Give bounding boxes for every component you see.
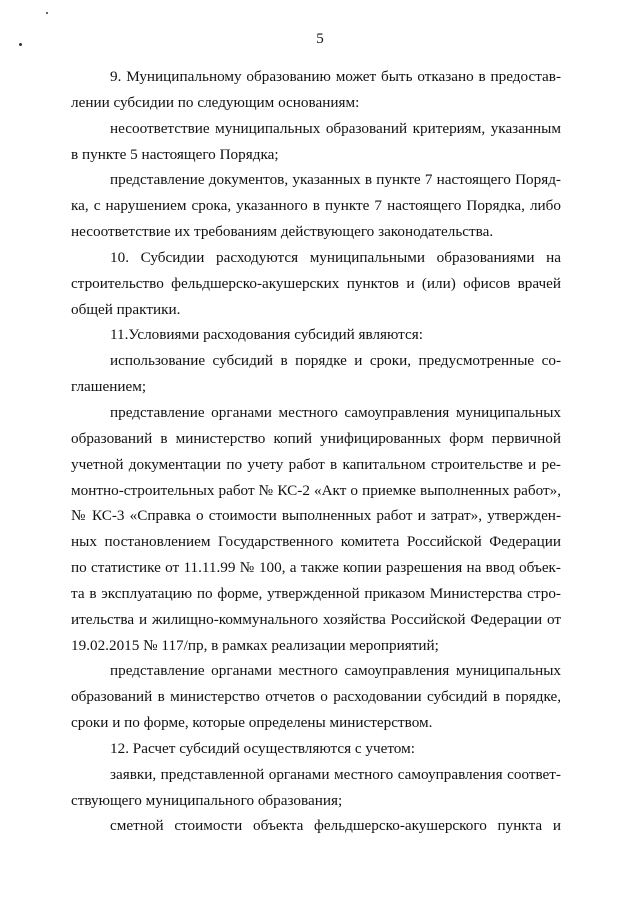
text-line: образований в министерство копий унифицированных форм первичной: [71, 429, 561, 447]
text-line: представление документов, указанных в пункте 7 настоящего Поряд-: [110, 171, 561, 189]
text-line: по статистике от 11.11.99 № 100, а также копии разрешения на ввод объек-: [71, 559, 561, 577]
text-line: 11.Условиями расходования субсидий являются:: [110, 326, 423, 344]
text-line: представление органами местного самоуправления муниципальных: [110, 403, 561, 421]
text-line: ка, с нарушением срока, указанного в пункте 7 настоящего Порядка, либо: [71, 197, 561, 215]
text-line: 19.02.2015 № 117/пр, в рамках реализации мероприятий;: [71, 636, 439, 654]
text-line: ствующего муниципального образования;: [71, 791, 343, 809]
scan-speck-1: [46, 12, 48, 14]
text-line: строительство фельдшерско-акушерских пунктов и (или) офисов врачей: [71, 274, 561, 292]
text-line: 9. Муниципальному образованию может быть отказано в предостав-: [110, 68, 561, 85]
text-line: № КС-3 «Справка о стоимости выполненных работ и затрат», утвержден-: [71, 507, 561, 525]
text-line: использование субсидий в порядке и сроки, предусмотренные со-: [110, 352, 561, 370]
text-line: несоответствие их требованиям действующего законодательства.: [71, 223, 494, 241]
text-line: ительства и жилищно-коммунального хозяйства Российской Федерации от: [71, 610, 561, 628]
text-line: заявки, представленной органами местного самоуправления соответ-: [110, 765, 561, 783]
text-line: лении субсидии по следующим основаниям:: [71, 93, 360, 111]
page-number: 5: [316, 31, 324, 47]
text-line: та в эксплуатацию по форме, утвержденной приказом Министерства стро-: [71, 584, 561, 602]
text-line: 12. Расчет субсидий осуществляются с учетом:: [110, 739, 415, 757]
text-line: 10. Субсидии расходуются муниципальными образованиями на: [110, 248, 561, 266]
text-line: глашением;: [71, 378, 147, 396]
text-line: ных постановлением Государственного комитета Российской Федерации: [71, 533, 561, 551]
text-line: общей практики.: [71, 300, 181, 318]
text-line: представление органами местного самоуправления муниципальных: [110, 662, 561, 680]
text-line: монтно-строительных работ № КС-2 «Акт о приемке выполненных работ»,: [71, 481, 561, 499]
text-line: сроки и по форме, которые определены министерством.: [71, 714, 433, 732]
document-body: [71, 64, 561, 839]
text-line: сметной стоимости объекта фельдшерско-акушерского пункта и: [110, 817, 561, 835]
text-line: учетной документации по учету работ в капитальном строительстве и ре-: [71, 455, 561, 473]
text-line: образований в министерство отчетов о расходовании субсидий в порядке,: [71, 688, 561, 706]
text-line: в пункте 5 настоящего Порядка;: [71, 145, 279, 163]
text-line: несоответствие муниципальных образований критериям, указанным: [110, 119, 561, 137]
